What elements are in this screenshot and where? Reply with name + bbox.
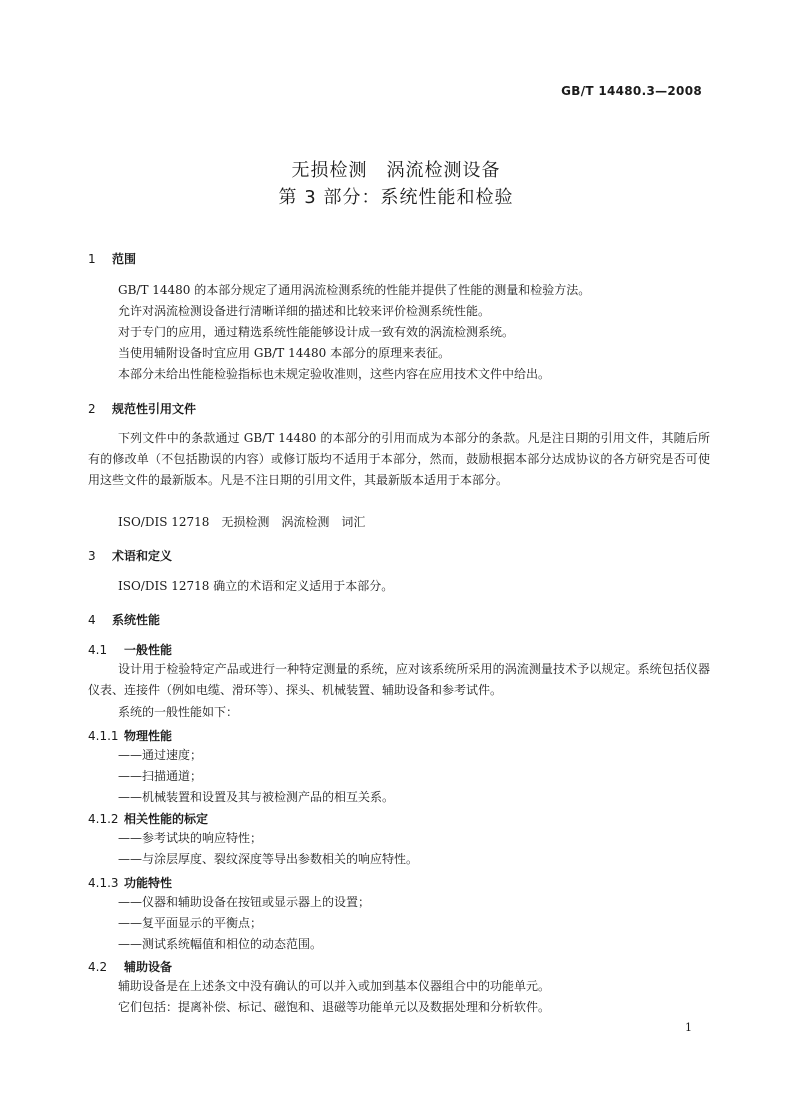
list-item: ——复平面显示的平衡点； — [118, 916, 263, 930]
section-title: 功能特性 — [124, 876, 173, 890]
section-title: 物理性能 — [124, 729, 173, 743]
section-number: 4.1.2 — [88, 812, 119, 826]
section-number: 4.1.1 — [88, 729, 119, 743]
list-item: ——机械装置和设置及其与被检测产品的相互关系。 — [118, 790, 395, 804]
section-number: 4.1.3 — [88, 876, 119, 890]
paragraph: 当使用辅附设备时宜应用 GB/T 14480 本部分的原理来表征。 — [118, 346, 451, 360]
list-item: ——参考试块的响应特性； — [118, 831, 263, 845]
paragraph: 设计用于检验特定产品或进行一种特定测量的系统，应对该系统所采用的涡流测量技术予以规定。系统包括仪器仪表、连接件（例如电缆、滑环等）、探头、机械装置、辅助设备和参考试件。 — [88, 662, 710, 697]
document-title-line1: 无损检测 涡流检测设备 — [291, 160, 501, 181]
section-4-2-heading — [88, 958, 172, 975]
paragraph: ISO/DIS 12718 确立的术语和定义适用于本部分。 — [118, 579, 394, 593]
section-4-1-2-heading — [88, 810, 208, 827]
section-2-heading — [88, 400, 196, 417]
paragraph: 允许对涡流检测设备进行清晰详细的描述和比较来评价检测系统性能。 — [118, 304, 491, 318]
section-title: 一般性能 — [124, 643, 173, 657]
section-title: 相关性能的标定 — [124, 812, 209, 826]
list-item: ——测试系统幅值和相位的动态范围。 — [118, 937, 323, 951]
section-4-1-heading — [88, 641, 172, 658]
paragraph: 辅助设备是在上述条文中没有确认的可以并入或加到基本仪器组合中的功能单元。 — [118, 979, 551, 993]
section-4-heading — [88, 611, 160, 628]
section-number: 4.2 — [88, 960, 108, 974]
section-1-heading — [88, 250, 136, 267]
section-title: 范围 — [112, 252, 137, 266]
paragraph: 下列文件中的条款通过 GB/T 14480 的本部分的引用而成为本部分的条款。凡是注日期的引用文件，其随后所有的修改单（不包括勘误的内容）或修订版均不适用于本部分，然而，鼓励根据本部分达成协议的各方研究是否可使用这些文件的最新版本。凡是不注日期的引用文件，其最新版本适用于本部分。 — [88, 431, 710, 487]
section-title: 辅助设备 — [124, 960, 173, 974]
standard-code: GB/T 14480.3—2008 — [561, 84, 702, 98]
section-title: 规范性引用文件 — [112, 402, 197, 416]
section-number: 3 — [88, 549, 96, 563]
list-item: ——扫描通道； — [118, 769, 203, 783]
section-number: 1 — [88, 252, 96, 266]
section-title: 术语和定义 — [112, 549, 173, 563]
section-number: 4.1 — [88, 643, 108, 657]
paragraph: 它们包括：提离补偿、标记、磁饱和、退磁等功能单元以及数据处理和分析软件。 — [118, 1000, 551, 1014]
paragraph: 本部分未给出性能检验指标也未规定验收准则，这些内容在应用技术文件中给出。 — [118, 367, 551, 381]
paragraph: 对于专门的应用，通过精选系统性能能够设计成一致有效的涡流检测系统。 — [118, 325, 515, 339]
section-4-1-1-heading — [88, 727, 172, 744]
list-item: ——与涂层厚度、裂纹深度等导出参数相关的响应特性。 — [118, 852, 419, 866]
section-number: 2 — [88, 402, 96, 416]
section-title: 系统性能 — [112, 613, 161, 627]
section-3-heading — [88, 547, 172, 564]
document-title-line2: 第 3 部分：系统性能和检验 — [278, 187, 514, 208]
normative-reference: ISO/DIS 12718 无损检测 涡流检测 词汇 — [118, 515, 366, 529]
list-item: ——仪器和辅助设备在按钮或显示器上的设置； — [118, 895, 371, 909]
list-item: ——通过速度； — [118, 748, 203, 762]
paragraph: 系统的一般性能如下： — [118, 705, 239, 719]
section-number: 4 — [88, 613, 96, 627]
paragraph: GB/T 14480 的本部分规定了通用涡流检测系统的性能并提供了性能的测量和检验方法。 — [118, 283, 591, 297]
page-number: 1 — [685, 1021, 692, 1034]
section-4-1-3-heading — [88, 874, 172, 891]
